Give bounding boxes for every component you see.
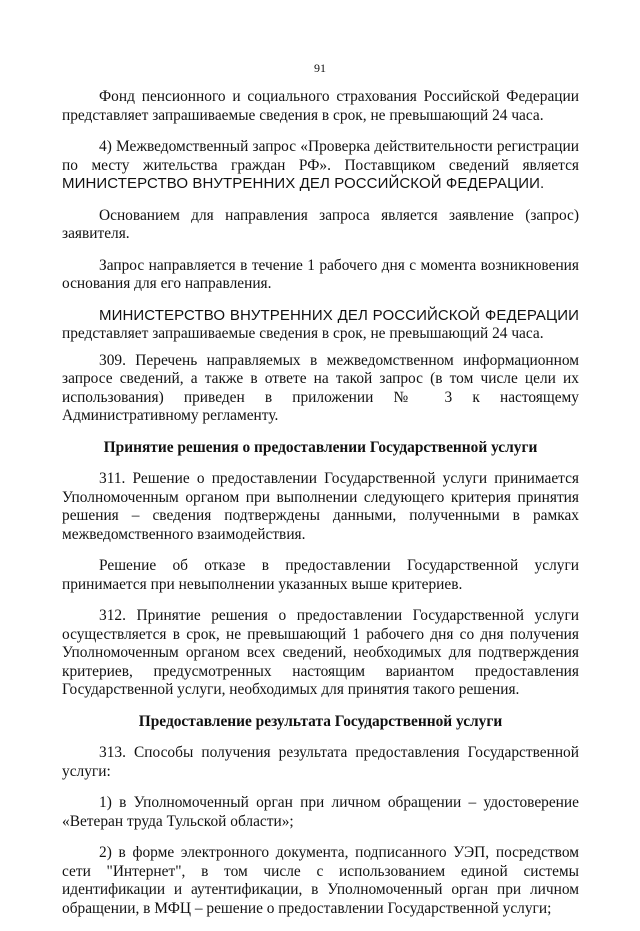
- paragraph-basis: Основанием для направления запроса является заявление (запрос) заявителя.: [62, 206, 579, 242]
- section-heading-result: Предоставление результата Государственной услуги: [138, 712, 503, 730]
- ministry-response-text: представляет запрашиваемые сведения в срок, не превышающий 24 часа.: [62, 325, 544, 342]
- ministry-name: МИНИСТЕРСТВО ВНУТРЕННИХ ДЕЛ РОССИЙСКОЙ ФЕДЕРАЦИИ.: [62, 175, 545, 192]
- section-heading-decision: Принятие решения о предоставлении Государственной услуги: [103, 438, 538, 456]
- paragraph-method-2: 2) в форме электронного документа, подписанного УЭП, посредством сети "Интернет", в том числе с использованием единой системы идентификации и аутентификации, в Уполномоченный орган при личном обращении, в МФЦ – решение о предоставлении Государственной услуги;: [62, 844, 579, 917]
- paragraph-311: 311. Решение о предоставлении Государственной услуги принимается Уполномоченным органом при выполнении следующего критерия принятия решения – сведения подтверждены данными, полученными в рамках межведомственного взаимодействия.: [62, 470, 579, 543]
- paragraph-refusal: Решение об отказе в предоставлении Государственной услуги принимается при невыполнении указанных выше критериев.: [62, 557, 579, 593]
- paragraph-request-4: [62, 138, 579, 194]
- paragraph-ministry-response: [62, 307, 579, 344]
- paragraph-313: 313. Способы получения результата предоставления Государственной услуги:: [62, 744, 579, 780]
- paragraph-312: 312. Принятие решения о предоставлении Государственной услуги осуществляется в срок, не превышающий 1 рабочего дня со дня получения Уполномоченным органом всех сведений, необходимых для подтверждения критериев, предусмотренных настоящим вариантом предоставления Государственной услуги, необходимых для принятия такого решения.: [62, 607, 579, 698]
- page-number: 91: [314, 61, 326, 75]
- paragraph-pension-fund: Фонд пенсионного и социального страхования Российской Федерации представляет запрашиваемые сведения в срок, не превышающий 24 часа.: [62, 88, 579, 124]
- ministry-name-2: МИНИСТЕРСТВО ВНУТРЕННИХ ДЕЛ РОССИЙСКОЙ ФЕДЕРАЦИИ: [99, 306, 579, 324]
- paragraph-309: 309. Перечень направляемых в межведомственном информационном запросе сведений, а также в ответе на такой запрос (в том числе цели их использования) приведен в приложении № 3 к настоящему Административному регламенту.: [62, 351, 579, 424]
- request-4-text: 4) Межведомственный запрос «Проверка действительности регистрации по месту жительства граждан РФ». Поставщиком сведений является: [62, 138, 579, 174]
- paragraph-request-timing: Запрос направляется в течение 1 рабочего дня с момента возникновения основания для его направления.: [62, 256, 579, 292]
- document-body: [62, 88, 579, 931]
- paragraph-method-1: 1) в Уполномоченный орган при личном обращении – удостоверение «Ветеран труда Тульской области»;: [62, 794, 579, 830]
